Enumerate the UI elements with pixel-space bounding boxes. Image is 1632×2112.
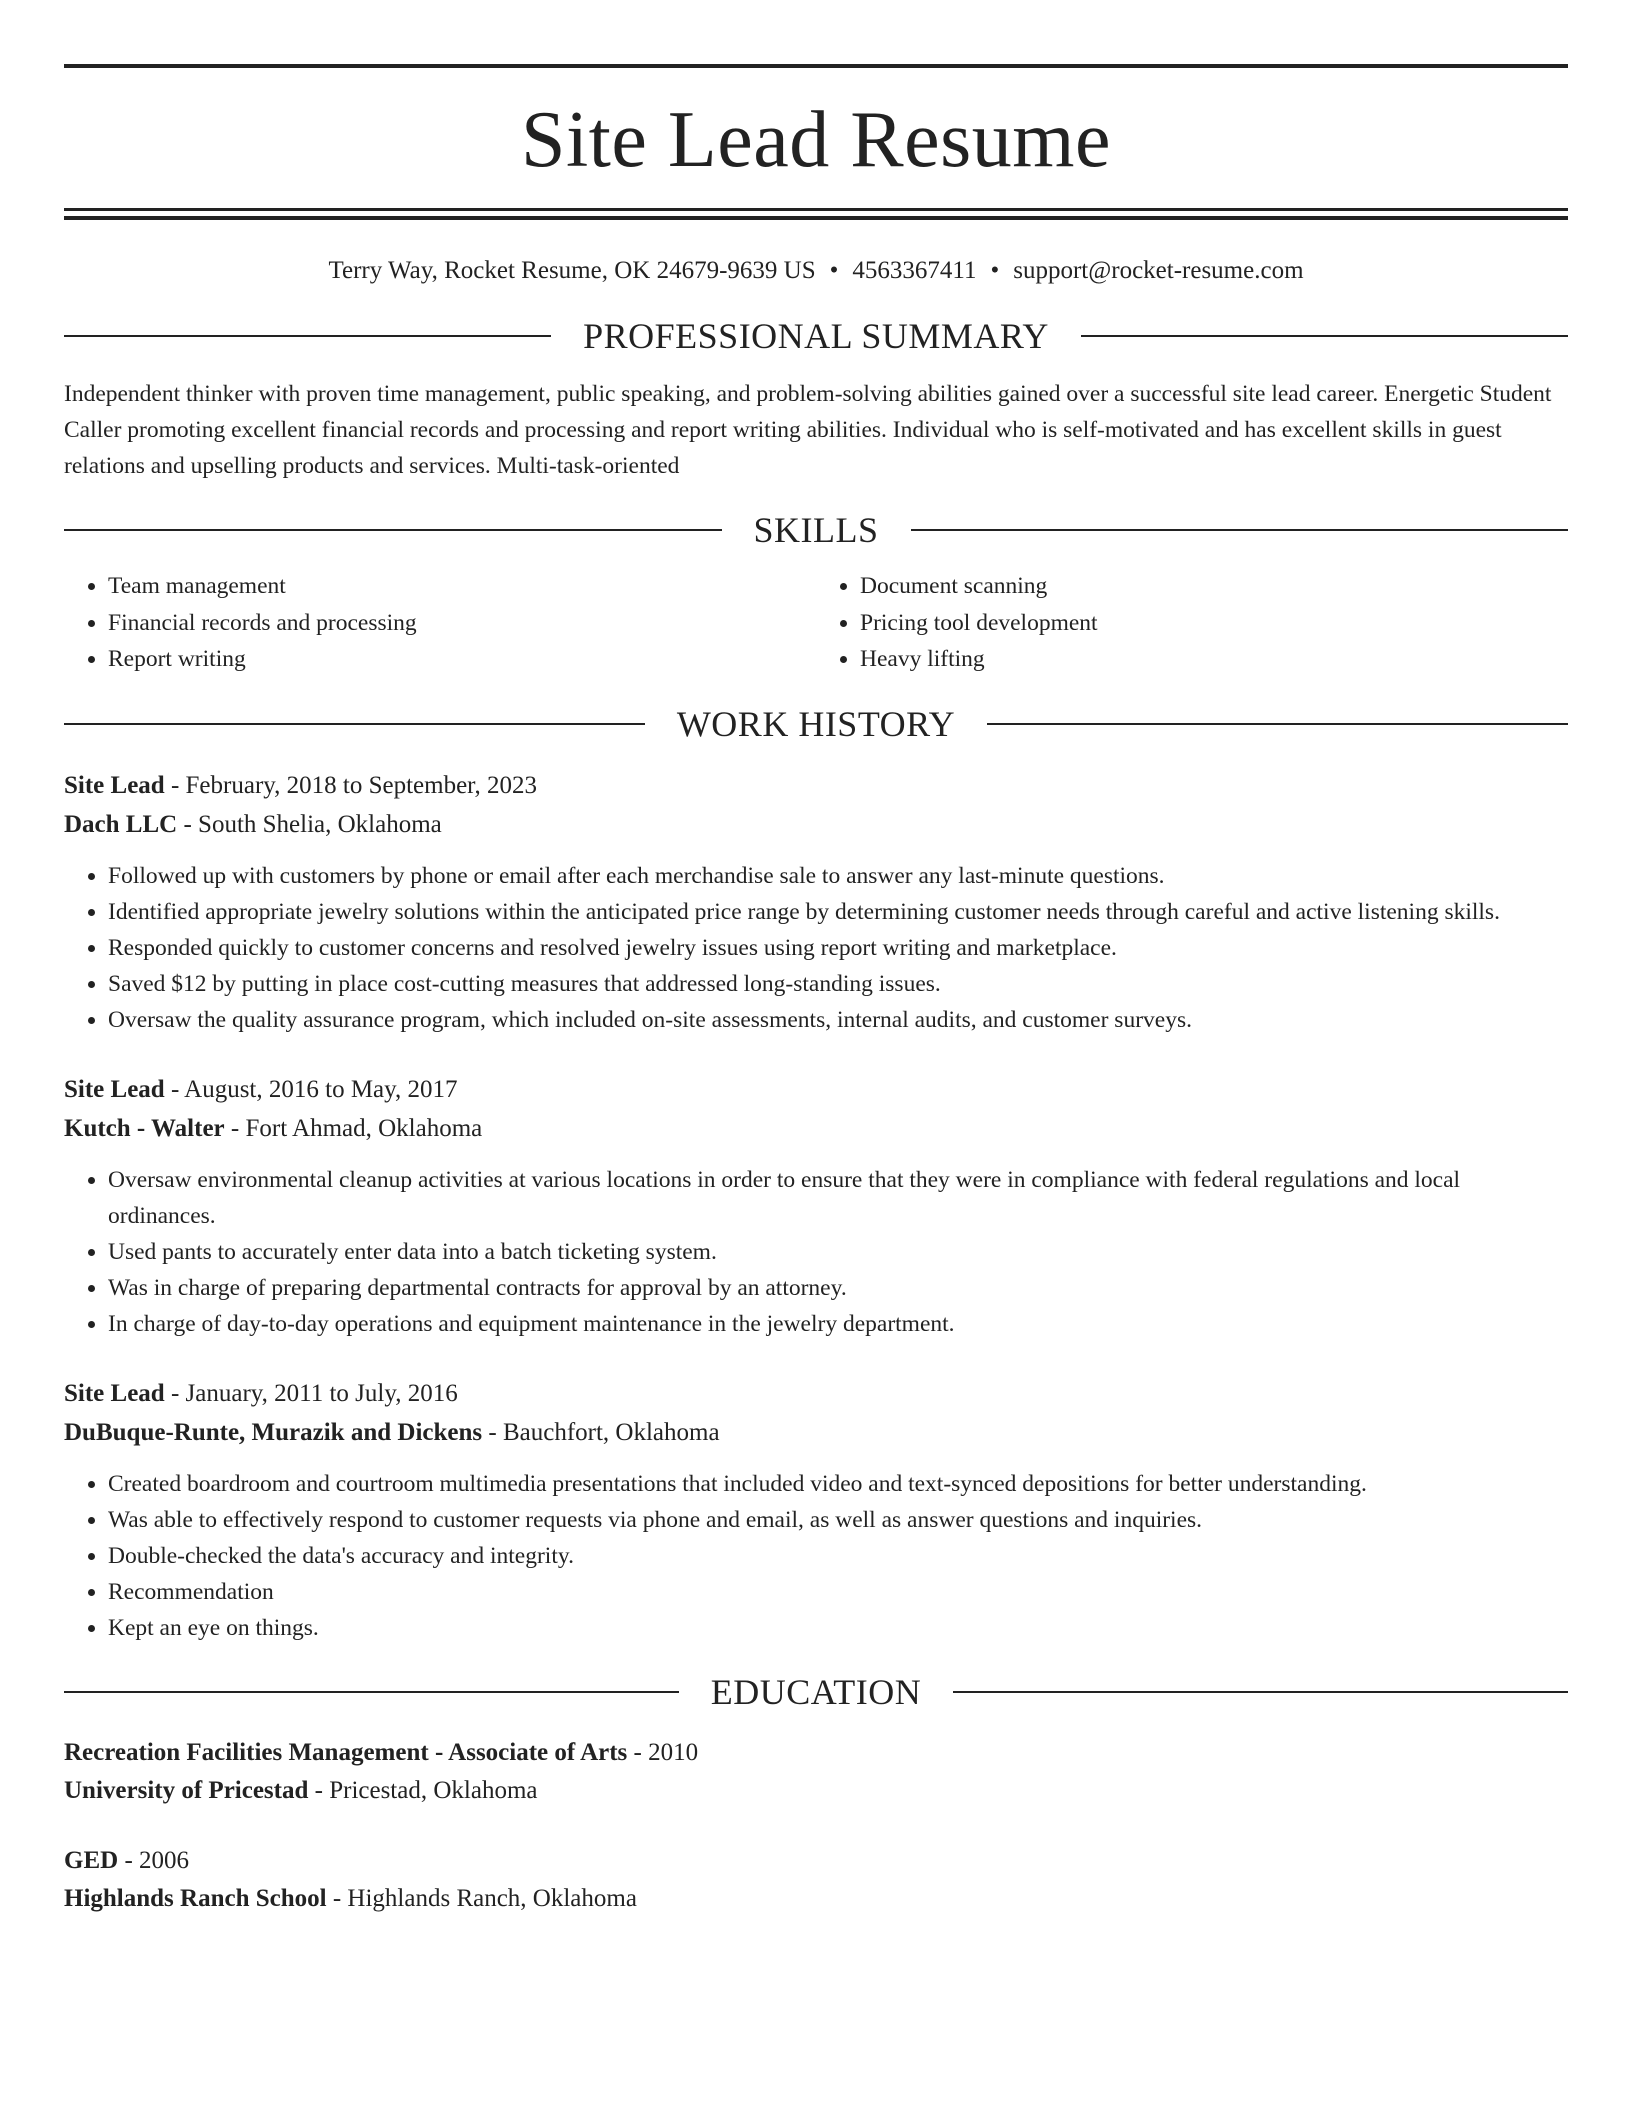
job-company: DuBuque-Runte, Murazik and Dickens [64,1418,483,1446]
education-entry [64,1842,1568,1918]
job-bullet: • Was in charge of preparing departmental contracts for approval by an attorney. [108,1270,1568,1306]
section-title: PROFESSIONAL SUMMARY [583,316,1049,356]
job-bullet: • Recommendation [108,1574,1568,1610]
job-title: Site Lead [64,1075,165,1103]
resume-page [64,64,1568,1918]
job-bullets [64,1466,1568,1646]
section-header-education [64,1671,1568,1712]
education-degree-line [64,1734,1568,1772]
divider [1081,335,1568,337]
skills-column-left [64,568,816,678]
education-location: - Highlands Ranch, Oklahoma [326,1884,637,1912]
job-bullet: • Oversaw the quality assurance program, which included on-site assessments, internal audits, and customer surveys. [108,1002,1568,1038]
job-bullet: • Oversaw environmental cleanup activities at various locations in order to ensure that they were in compliance with federal regulations and local ordinances. [108,1162,1568,1234]
section-header-skills [64,512,1568,548]
job-bullet: • In charge of day-to-day operations and equipment maintenance in the jewelry department. [108,1306,1568,1342]
double-rule [64,208,1568,220]
section-header-work [64,703,1568,744]
job-entry [64,1374,1568,1646]
job-bullets [64,858,1568,1038]
job-title-line [64,766,1568,805]
job-bullet: • Responded quickly to customer concerns and resolved jewelry issues using report writing and marketplace. [108,930,1568,966]
skill-item: • Team management [108,568,816,605]
education-degree: GED [64,1846,119,1874]
job-bullet: • Was able to effectively respond to customer requests via phone and email, as well as answer questions and inquiries. [108,1502,1568,1538]
job-entry [64,1070,1568,1342]
divider [953,1691,1568,1693]
job-bullet: • Kept an eye on things. [108,1610,1568,1646]
job-bullet: • Double-checked the data's accuracy and integrity. [108,1538,1568,1574]
job-title-line [64,1374,1568,1413]
education-degree-line [64,1842,1568,1880]
education-degree: Recreation Facilities Management - Associate of Arts [64,1738,628,1766]
job-company-line [64,1413,1568,1452]
education-year: - 2010 [627,1738,699,1766]
job-title: Site Lead [64,1379,165,1407]
resume-title: Site Lead Resume [520,96,1112,184]
job-bullet: • Saved $12 by putting in place cost-cutting measures that addressed long-standing issues. [108,966,1568,1002]
education-school: Highlands Ranch School [64,1884,327,1912]
education-year: - 2006 [118,1846,190,1874]
divider [64,529,722,531]
education-school: University of Pricestad [64,1776,309,1804]
skill-item: • Pricing tool development [860,605,1568,642]
skill-item: • Heavy lifting [860,641,1568,678]
section-header-summary [64,318,1568,354]
education-location: - Pricestad, Oklahoma [308,1776,538,1804]
skills-column-right [816,568,1568,678]
job-bullet: • Used pants to accurately enter data into a batch ticketing system. [108,1234,1568,1270]
job-title: Site Lead [64,771,165,799]
job-entry [64,766,1568,1038]
divider [911,529,1569,531]
skill-item: • Financial records and processing [108,605,816,642]
job-dates: - January, 2011 to July, 2016 [164,1379,458,1407]
divider [64,1691,679,1693]
contact-address: Terry Way, Rocket Resume, OK 24679-9639 US [328,257,816,284]
summary-text: Independent thinker with proven time management, public speaking, and problem-solving abilities gained over a successful site lead career. Energetic Student Caller promoting excellent financial records and processing and report writing abilities. Individual who is self-motivated and has excellent skills in guest relations and upselling products and services. Multi-task-oriented [64,381,1552,479]
education-school-line [64,1772,1568,1810]
contact-line [64,256,1568,286]
section-title: EDUCATION [710,1671,922,1712]
skill-item: • Report writing [108,641,816,678]
job-dates: - August, 2016 to May, 2017 [164,1075,458,1103]
job-company-line [64,1109,1568,1148]
job-bullet: • Created boardroom and courtroom multimedia presentations that included video and text-synced depositions for better understanding. [108,1466,1568,1502]
job-dates: - February, 2018 to September, 2023 [164,771,538,799]
skills-list [64,568,1568,678]
job-location: - Bauchfort, Oklahoma [482,1418,720,1446]
job-bullet: • Followed up with customers by phone or email after each merchandise sale to answer any last-minute questions. [108,858,1568,894]
job-bullets [64,1162,1568,1342]
section-title: SKILLS [753,510,879,550]
skill-item: • Document scanning [860,568,1568,605]
job-company: Kutch - Walter [64,1114,225,1142]
job-title-line [64,1070,1568,1109]
contact-email: support@rocket-resume.com [1013,257,1304,284]
job-company: Dach LLC [64,810,178,838]
divider [64,335,551,337]
education-school-line [64,1880,1568,1918]
contact-separator: • [829,257,839,284]
top-rule [64,64,1568,68]
job-location: - South Shelia, Oklahoma [177,810,442,838]
section-title: WORK HISTORY [676,703,956,744]
job-bullet: • Identified appropriate jewelry solutions within the anticipated price range by determining customer needs through careful and active listening skills. [108,894,1568,930]
job-company-line [64,805,1568,844]
divider [987,723,1568,725]
divider [64,723,645,725]
contact-separator: • [990,257,1000,284]
contact-phone: 4563367411 [852,257,977,284]
education-entry [64,1734,1568,1810]
job-location: - Fort Ahmad, Oklahoma [224,1114,483,1142]
